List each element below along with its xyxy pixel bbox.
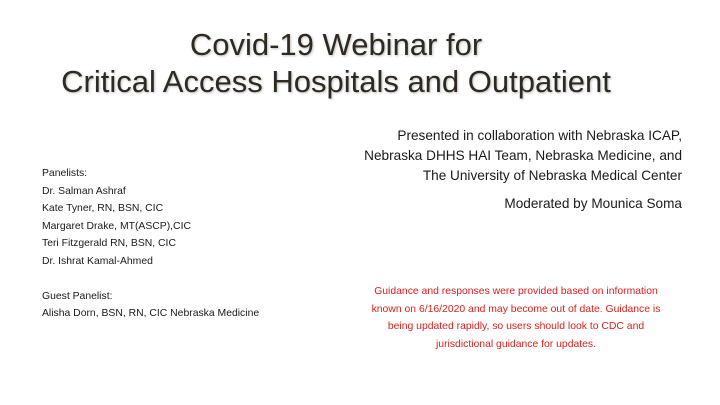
disclaimer-line: jurisdictional guidance for updates. xyxy=(436,338,596,350)
title-line-2: Critical Access Hospitals and Outpatient xyxy=(61,64,611,99)
panelist-name: Dr. Ishrat Kamal-Ahmed xyxy=(42,255,153,267)
panelist-name: Teri Fitzgerald RN, BSN, CIC xyxy=(42,238,176,249)
guidance-disclaimer xyxy=(326,283,706,353)
panelists-list xyxy=(42,165,312,323)
guest-panelist-heading: Guest Panelist: xyxy=(42,290,113,302)
panel-spacer xyxy=(42,270,312,288)
panelist-name: Kate Tyner, RN, BSN, CIC xyxy=(42,203,164,214)
slide-title xyxy=(0,26,672,100)
title-line-1: Covid-19 Webinar for xyxy=(189,27,483,62)
panelists-heading: Panelists: xyxy=(42,168,88,179)
disclaimer-line: Guidance and responses were provided based on information xyxy=(374,286,658,297)
disclaimer-line: being updated rapidly, so users should look to CDC and xyxy=(387,321,645,332)
guest-panelist-name: Alisha Dorn, BSN, RN, CIC Nebraska Medicine xyxy=(42,308,260,319)
moderator-credit: Moderated by Mounica Soma xyxy=(504,196,682,211)
panelist-name: Dr. Salman Ashraf xyxy=(42,185,126,197)
collaboration-line: Nebraska DHHS HAI Team, Nebraska Medicine, and xyxy=(364,148,682,163)
collaboration-line: Presented in collaboration with Nebraska ICAP, xyxy=(397,128,682,143)
disclaimer-line: known on 6/16/2020 and may become out of date. Guidance is xyxy=(371,303,661,315)
collaboration-line: The University of Nebraska Medical Center xyxy=(422,168,682,183)
collaboration-credits xyxy=(282,126,682,186)
panelist-name: Margaret Drake, MT(ASCP),CIC xyxy=(42,220,191,232)
